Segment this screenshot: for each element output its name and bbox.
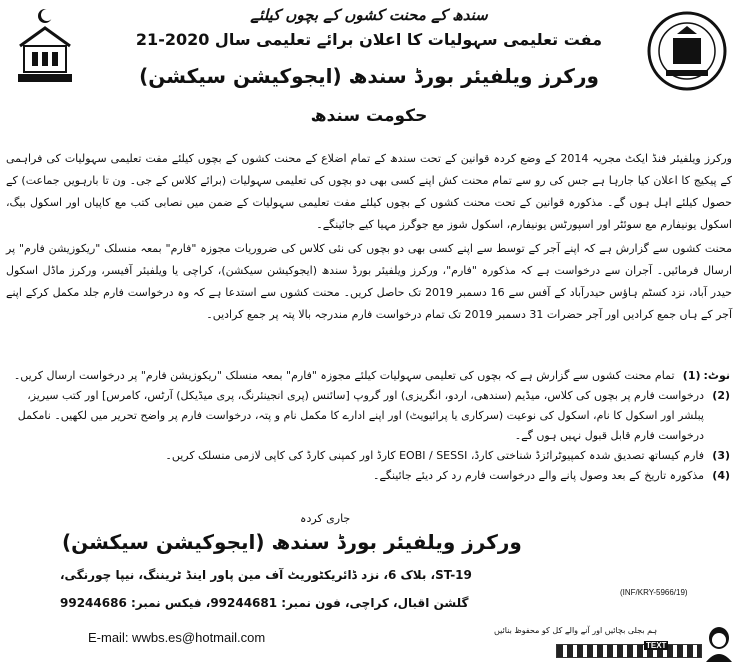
- note-text: مذکورہ تاریخ کے بعد وصول پانے والے درخواست فارم رد کر دیئے جائینگے۔: [373, 469, 704, 482]
- note-number: (4): [712, 469, 730, 482]
- address-line-1: ST-19، بلاک 6، نزد ڈائریکٹوریٹ آف مین پاور اینڈ ٹریننگ، نیپا چورنگی،: [60, 568, 472, 582]
- note-item: [10, 366, 730, 386]
- notes-section: [10, 366, 730, 486]
- signature-title: ورکرز ویلفیئر بورڈ سندھ (ایجوکیشن سیکشن): [62, 530, 522, 554]
- note-text: درخواست فارم پر بچوں کی کلاس، میڈیم (سندھی، اردو، انگریزی) اور گروپ [سائنس (پری انجینئرنگ، پری میڈیکل) آرٹس، کامرس] اور کتب سیریز، پبلشر اور اسکول کا نام، اسکول کی نوعیت (سرکاری یا پرائیویٹ) اور اپنے ادارے کا مکمل نام و پتہ، درخواست فارم پر واضح تحریر میں لکھیں۔ نامکمل درخواست فارم قابل قبول نہیں ہوں گے۔: [17, 389, 704, 442]
- paragraph-1: ورکرز ویلفیئر فنڈ ایکٹ مجریہ 2014 کے وضع کردہ قوانین کے تحت سندھ کے تمام اضلاع کے محنت کشوں کے بچوں کیلئے مفت تعلیمی سہولیات کی فراہمی کے پیکیج کا اعلان کیا جارہا ہے جس کی رو سے تمام محنت کش اپنے کسی بھی دو بچوں کی تعلیمی سہولیات (برائے کلاس کے جی۔ ون تا بارہویں جماعت) کے حصول کیلئے اہل ہوں گے۔ مذکورہ قوانین کے تحت محنت کشوں کے بچوں کیلئے مفت تعلیمی سہولیات کے ضمن میں نصابی کتب مع کاپیاں اور اسکول بیگ، اسکول یونیفارم مع سوئٹر اور اسپورٹس یونیفارم، اسکول شوز مع جوگرز مہیا کیے جائینگے۔: [6, 152, 732, 231]
- header-line-4: حکومت سندھ: [310, 106, 428, 126]
- footer-strip: [494, 624, 738, 662]
- header-line-2: مفت تعلیمی سہولیات کا اعلان برائے تعلیمی سال 2020-21: [135, 30, 603, 49]
- note-item: [10, 446, 730, 466]
- note-item: [10, 466, 730, 486]
- note-number: (3): [712, 449, 730, 462]
- note-number: (2): [712, 389, 730, 402]
- issued-by: جاری کردہ: [300, 512, 351, 525]
- portrait-icon: [702, 624, 736, 662]
- workers-welfare-board-logo: [14, 6, 76, 84]
- email-address: E-mail: wwbs.es@hotmail.com: [88, 630, 266, 645]
- text-badge: TEXT: [646, 641, 667, 650]
- government-of-sindh-seal: [646, 10, 728, 92]
- note-text: تمام محنت کشوں سے گزارش ہے کہ بچوں کی تعلیمی سہولیات کیلئے مجوزہ "فارم" بمعہ منسلک "ریکوزیشن فارم" پر درخواست ارسال کریں۔: [13, 369, 675, 382]
- note-text: فارم کیساتھ تصدیق شدہ کمپیوٹرائزڈ شناختی کارڈ، EOBI / SESSI کارڈ اور کمپنی کارڈ کی کاپی لازمی منسلک کریں۔: [165, 449, 704, 462]
- barcode-strip: [556, 644, 702, 658]
- note-label: نوٹ:: [703, 369, 730, 382]
- header-line-1: سندھ کے محنت کشوں کے بچوں کیلئے: [250, 6, 488, 24]
- reference-number: (INF/KRY-5966/19): [620, 588, 688, 597]
- address-line-2: گلشن اقبال، کراچی، فون نمبر: 99244681، فیکس نمبر: 99244686: [60, 596, 469, 610]
- header-line-3: ورکرز ویلفیئر بورڈ سندھ (ایجوکیشن سیکشن): [139, 64, 599, 88]
- footer-tagline: ہم بجلی بچائیں اور آنے والے کل کو محفوظ بنائیں: [494, 626, 658, 635]
- note-number: (1): [682, 369, 701, 382]
- note-item: [10, 386, 730, 446]
- announcement-body: [6, 148, 732, 328]
- paragraph-2: محنت کشوں سے گزارش ہے کہ اپنے آجر کے توسط سے اپنے کسی بھی دو بچوں کی نئی کلاس کی ضروریات مجوزہ "فارم" بمعہ منسلک "ریکوزیشن فارم" پر ارسال فرمائیں۔ آجران سے درخواست ہے کہ مذکورہ "فارم"، ورکرز ویلفیئر بورڈ سندھ (ایجوکیشن سیکشن)، کراچی یا ویلفیئر آفیسر، ورکرز ماڈل اسکول حیدر آباد، نزد کسٹم ہاؤس حیدرآباد کے آفس سے 16 دسمبر 2019 تک حاصل کریں۔ محنت کشوں سے استدعا ہے کہ وہ درخواست فارم جلد مکمل کرکے اپنے آجر کے ہاں جمع کرادیں اور آجر حضرات 31 دسمبر 2019 تک تمام درخواست فارم مندرجہ بالا پتہ پر جمع کرادیں۔: [6, 242, 732, 321]
